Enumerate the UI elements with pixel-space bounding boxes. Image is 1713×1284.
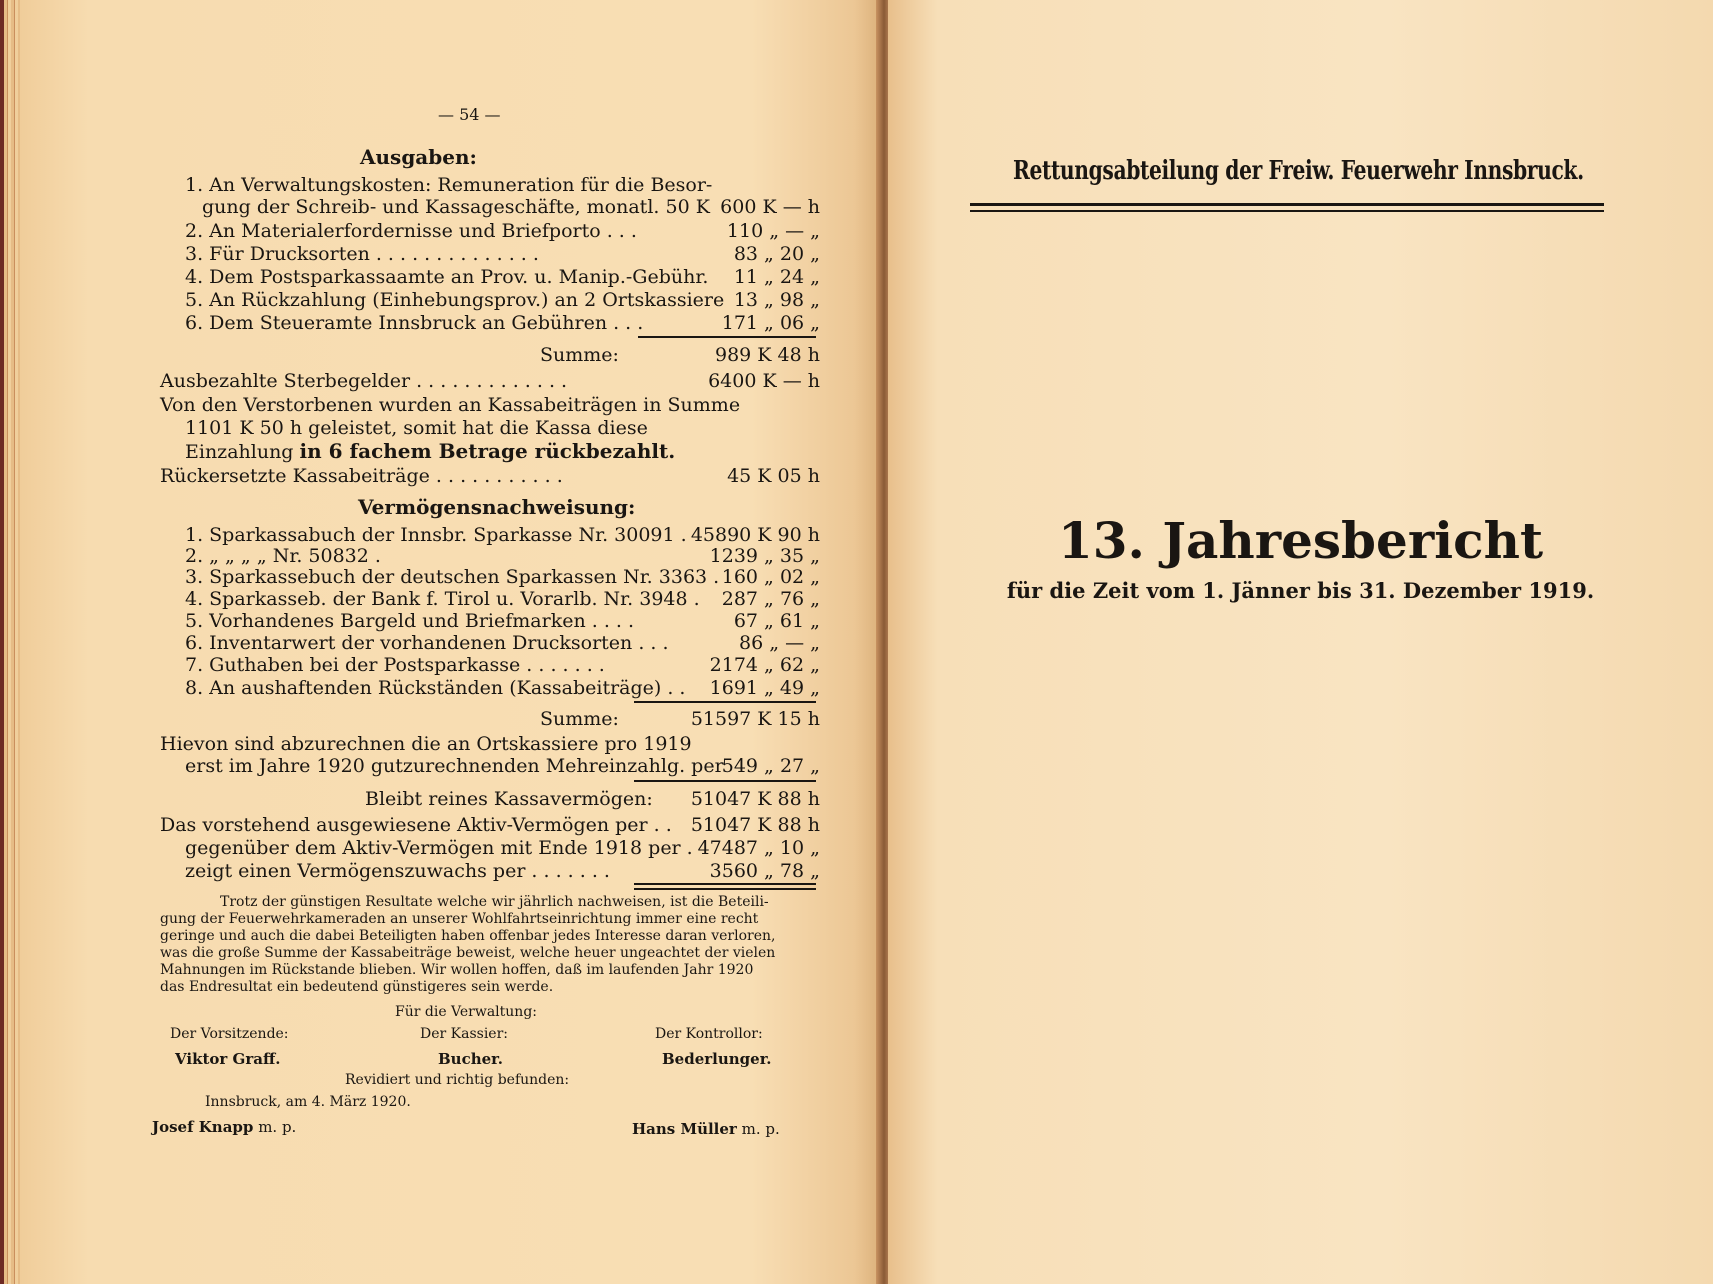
kassier-title: Der Kassier: <box>420 1026 508 1042</box>
vermoegen-item-1-amount: 45890 K 90 h <box>690 524 820 546</box>
vermoegen-item-7-amount: 2174 „ 62 „ <box>709 654 820 676</box>
ausgaben-item-5-amount: 13 „ 98 „ <box>733 289 820 311</box>
vermoegen-item-5: 5. Vorhandenes Bargeld und Briefmarken . . . . <box>185 610 635 632</box>
ausgaben-item-1-line1: 1. An Verwaltungskosten: Remuneration für die Besor- <box>185 174 713 196</box>
vermoegen-item-1: 1. Sparkassabuch der Innsbr. Sparkasse Nr. 30091 . <box>185 524 687 546</box>
note-line-2: gung der Feuerwehrkameraden an unserer Wohlfahrtseinrichtung immer eine recht <box>160 911 759 927</box>
hievon-line1: Hievon sind abzurechnen die an Ortskassiere pro 1919 <box>160 733 692 755</box>
ausgaben-item-2: 2. An Materialerfordernisse und Briefporto . . . <box>185 220 637 242</box>
summe2-label: Summe: <box>540 708 619 730</box>
summe1-amount: 989 K 48 h <box>715 344 820 366</box>
ausgaben-item-3-amount: 83 „ 20 „ <box>733 243 820 265</box>
signer-1 <box>152 1116 296 1138</box>
signer-2 <box>632 1118 780 1140</box>
kassier-name: Bucher. <box>438 1050 503 1068</box>
signer-2-suffix: m. p. <box>741 1120 780 1138</box>
vermoegen-heading: Vermögensnachweisung: <box>358 495 636 519</box>
vermoegen-item-7: 7. Guthaben bei der Postsparkasse . . . . . . . <box>185 654 605 676</box>
right-page <box>888 0 1713 1284</box>
sum-rule-4 <box>634 883 816 890</box>
signer-2-name: Hans Müller <box>632 1120 737 1138</box>
vorsitzende-name: Viktor Graff. <box>175 1050 281 1068</box>
vermoegen-item-6-amount: 86 „ — „ <box>739 632 820 654</box>
summe2-amount: 51597 K 15 h <box>690 708 820 730</box>
vermoegen-item-8-amount: 1691 „ 49 „ <box>709 677 820 699</box>
vermoegen-item-4-amount: 287 „ 76 „ <box>721 588 820 610</box>
hievon-amount: 549 „ 27 „ <box>721 755 820 777</box>
rueckersetzt-label: Rückersetzte Kassabeiträge . . . . . . . . . . . <box>160 465 563 487</box>
ausgaben-item-4-amount: 11 „ 24 „ <box>733 266 820 288</box>
kontrollor-title: Der Kontrollor: <box>655 1026 763 1042</box>
sterbegelder-label: Ausbezahlte Sterbegelder . . . . . . . . . . . . . <box>160 370 568 392</box>
verstorbene-line2: 1101 K 50 h geleistet, somit hat die Kassa diese <box>185 417 648 439</box>
aktiv-line1: Das vorstehend ausgewiesene Aktiv-Vermögen per . . <box>160 814 672 836</box>
ausgaben-item-1-line2: gung der Schreib- und Kassageschäfte, monatl. 50 K <box>202 196 710 218</box>
ort-datum: Innsbruck, am 4. März 1920. <box>205 1094 411 1110</box>
sum-rule-1 <box>638 336 816 338</box>
signer-1-name: Josef Knapp <box>152 1118 254 1136</box>
note-line-1: Trotz der günstigen Resultate welche wir jährlich nachweisen, ist die Beteili- <box>220 894 769 910</box>
note-line-5: Mahnungen im Rückstande blieben. Wir wollen hoffen, daß im laufenden Jahr 1920 <box>160 962 754 978</box>
rueckersetzt-amount: 45 K 05 h <box>727 465 820 487</box>
verstorbene-line1: Von den Verstorbenen wurden an Kassabeiträgen in Summe <box>160 394 741 416</box>
ausgaben-item-5: 5. An Rückzahlung (Einhebungsprov.) an 2 Ortskassiere <box>185 289 725 311</box>
vermoegen-item-5-amount: 67 „ 61 „ <box>733 610 820 632</box>
note-line-6: das Endresultat ein bedeutend günstigeres sein werde. <box>160 979 554 995</box>
bleibt-amount: 51047 K 88 h <box>690 788 820 810</box>
report-subtitle: für die Zeit vom 1. Jänner bis 31. Dezember 1919. <box>1006 578 1595 603</box>
note-line-3: geringe und auch die dabei Beteiligten haben offenbar jedes Interesse daran verloren, <box>160 928 776 944</box>
vermoegen-item-3: 3. Sparkassebuch der deutschen Sparkassen Nr. 3363 . <box>185 566 720 588</box>
vermoegen-item-2-amount: 1239 „ 35 „ <box>709 545 820 567</box>
verstorbene-line3-a: Einzahlung <box>185 441 294 463</box>
aktiv-amount1: 51047 K 88 h <box>690 814 820 836</box>
kontrollor-name: Bederlunger. <box>662 1050 772 1068</box>
note-line-4: was die große Summe der Kassabeiträge beweist, welche heuer ungeachtet der vielen <box>160 945 776 961</box>
aktiv-amount3: 3560 „ 78 „ <box>709 860 820 882</box>
left-page <box>20 0 880 1284</box>
verstorbene-line3 <box>185 440 675 463</box>
aktiv-amount2: 47487 „ 10 „ <box>697 837 820 859</box>
ausgaben-heading: Ausgaben: <box>360 145 477 169</box>
verstorbene-line3-b: in 6 fachem Betrage rückbezahlt. <box>299 439 676 463</box>
ausgaben-item-1-amount: 600 K — h <box>720 196 820 218</box>
ausgaben-item-6-amount: 171 „ 06 „ <box>721 312 820 334</box>
fuer-verwaltung: Für die Verwaltung: <box>395 1004 537 1020</box>
ausgaben-item-4: 4. Dem Postsparkassaamte an Prov. u. Manip.-Gebühr. <box>185 266 709 288</box>
hievon-line2: erst im Jahre 1920 gutzurechnenden Mehreinzahlg. per <box>185 755 724 777</box>
vermoegen-item-6: 6. Inventarwert der vorhandenen Drucksorten . . . <box>185 632 669 654</box>
aktiv-line2: gegenüber dem Aktiv-Vermögen mit Ende 1918 per . <box>185 837 693 859</box>
vermoegen-item-4: 4. Sparkasseb. der Bank f. Tirol u. Vorarlb. Nr. 3948 . <box>185 588 700 610</box>
revidiert: Revidiert und richtig befunden: <box>345 1072 570 1088</box>
ausgaben-item-2-amount: 110 „ — „ <box>726 220 820 242</box>
page-number: — 54 — <box>438 105 501 124</box>
summe1-label: Summe: <box>540 344 619 366</box>
bleibt-label: Bleibt reines Kassavermögen: <box>365 788 653 810</box>
aktiv-line3: zeigt einen Vermögenszuwachs per . . . . . . . <box>185 860 610 882</box>
header-double-rule <box>970 203 1604 212</box>
report-title: 13. Jahresbericht <box>1057 511 1544 570</box>
sum-rule-3 <box>634 780 816 782</box>
vermoegen-item-8: 8. An aushaftenden Rückständen (Kassabeiträge) . . <box>185 677 686 699</box>
ausgaben-item-6: 6. Dem Steueramte Innsbruck an Gebühren . . . <box>185 312 644 334</box>
sum-rule-2 <box>634 701 816 703</box>
vorsitzende-title: Der Vorsitzende: <box>170 1026 289 1042</box>
signer-1-suffix: m. p. <box>258 1118 297 1136</box>
vermoegen-item-2: 2. „ „ „ „ Nr. 50832 . <box>185 545 381 567</box>
ausgaben-item-3: 3. Für Drucksorten . . . . . . . . . . . . . . <box>185 243 539 265</box>
sterbegelder-amount: 6400 K — h <box>708 370 820 392</box>
vermoegen-item-3-amount: 160 „ 02 „ <box>721 566 820 588</box>
right-header: Rettungsabteilung der Freiw. Feuerwehr Innsbruck. <box>1013 156 1584 186</box>
